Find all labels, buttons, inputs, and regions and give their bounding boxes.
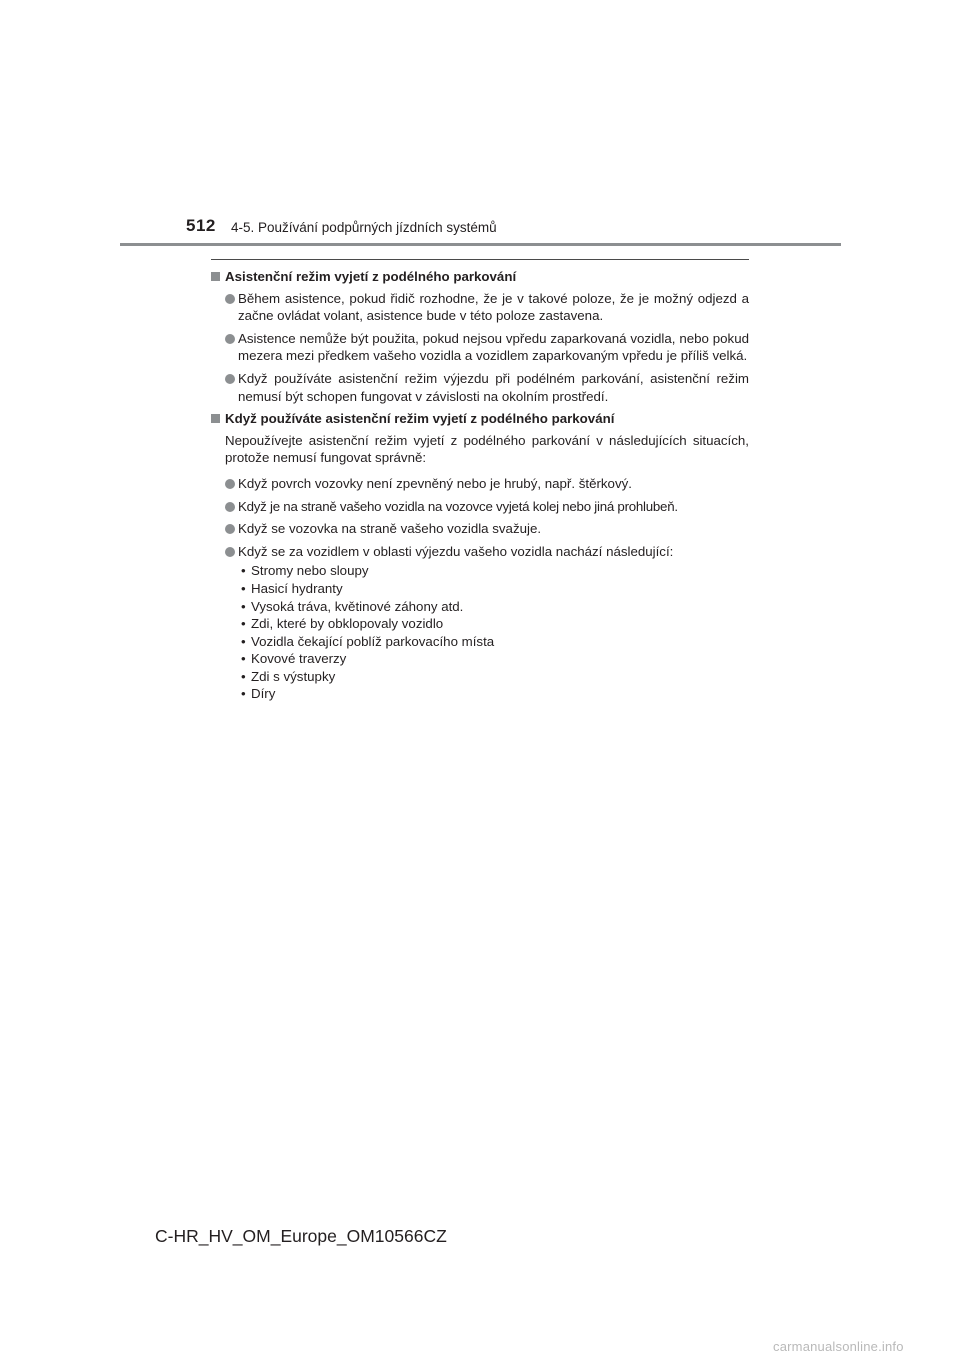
list-item bbox=[211, 290, 749, 325]
section-title-text: Když používáte asistenční režim vyjetí z podélného parkování bbox=[225, 411, 615, 427]
sub-list-item: • Hasicí hydranty bbox=[241, 580, 749, 598]
list-item bbox=[211, 498, 749, 516]
list-item-text: Když používáte asistenční režim výjezdu při podélném parkování, asistenční režim nemusí být schopen fungovat v závislosti na okolním prostředí. bbox=[238, 370, 749, 404]
list-item bbox=[211, 370, 749, 405]
list-item-text: Asistence nemůže být použita, pokud nejsou vpředu zaparkovaná vozidla, nebo pokud mezera mezi předkem vašeho vozidla a vozidlem zaparkovaným vpředu je příliš velká. bbox=[238, 330, 749, 364]
list-item-text: Během asistence, pokud řidič rozhodne, že je v takové poloze, že je možný odjezd a začne ovládat volant, asistence bude v této poloze zastavena. bbox=[238, 290, 749, 324]
section-1 bbox=[211, 268, 749, 405]
sub-list-item: • Zdi s výstupky bbox=[241, 668, 749, 686]
page-number: 512 bbox=[186, 216, 216, 235]
circle-bullet-icon bbox=[225, 294, 235, 304]
sub-list-item: • Díry bbox=[241, 685, 749, 703]
circle-bullet-icon bbox=[225, 479, 235, 489]
circle-bullet-icon bbox=[225, 502, 235, 512]
list-item-text: Když se vozovka na straně vašeho vozidla svažuje. bbox=[238, 521, 542, 537]
content-top-rule bbox=[211, 259, 749, 260]
list-item-text: Když je na straně vašeho vozidla na vozovce vyjetá kolej nebo jiná prohlubeň. bbox=[238, 498, 678, 514]
sub-list-item: • Vozidla čekající poblíž parkovacího místa bbox=[241, 633, 749, 651]
list-item-text: Když povrch vozovky není zpevněný nebo je hrubý, např. štěrkový. bbox=[238, 475, 632, 491]
square-bullet-icon bbox=[211, 414, 220, 423]
circle-bullet-icon bbox=[225, 374, 235, 384]
sub-list-item: • Stromy nebo sloupy bbox=[241, 562, 749, 580]
section-2 bbox=[211, 410, 749, 703]
footer-doc-id: C-HR_HV_OM_Europe_OM10566CZ bbox=[155, 1226, 447, 1246]
chapter-title: 4-5. Používání podpůrných jízdních systémů bbox=[231, 220, 497, 235]
sub-list-item: • Kovové traverzy bbox=[241, 650, 749, 668]
circle-bullet-icon bbox=[225, 524, 235, 534]
sub-list-item: • Vysoká tráva, květinové záhony atd. bbox=[241, 598, 749, 616]
circle-bullet-icon bbox=[225, 334, 235, 344]
square-bullet-icon bbox=[211, 272, 220, 281]
header-rule bbox=[120, 243, 841, 246]
list-item bbox=[211, 475, 749, 493]
list-item bbox=[211, 543, 749, 703]
section-title bbox=[211, 268, 749, 286]
sub-list-item: • Zdi, které by obklopovaly vozidlo bbox=[241, 615, 749, 633]
list-item bbox=[211, 520, 749, 538]
section-title bbox=[211, 410, 749, 428]
sub-list bbox=[238, 562, 749, 703]
section-title-text: Asistenční režim vyjetí z podélného parkování bbox=[225, 269, 517, 284]
watermark: carmanualsonline.info bbox=[773, 1339, 904, 1354]
page-content bbox=[211, 259, 749, 708]
list-item bbox=[211, 330, 749, 365]
circle-bullet-icon bbox=[225, 547, 235, 557]
list-item-text: Když se za vozidlem v oblasti výjezdu vašeho vozidla nachází následující: bbox=[238, 543, 674, 559]
section-intro: Nepoužívejte asistenční režim vyjetí z podélného parkování v následujících situacích, protože nemusí fungovat správně: bbox=[225, 432, 749, 466]
